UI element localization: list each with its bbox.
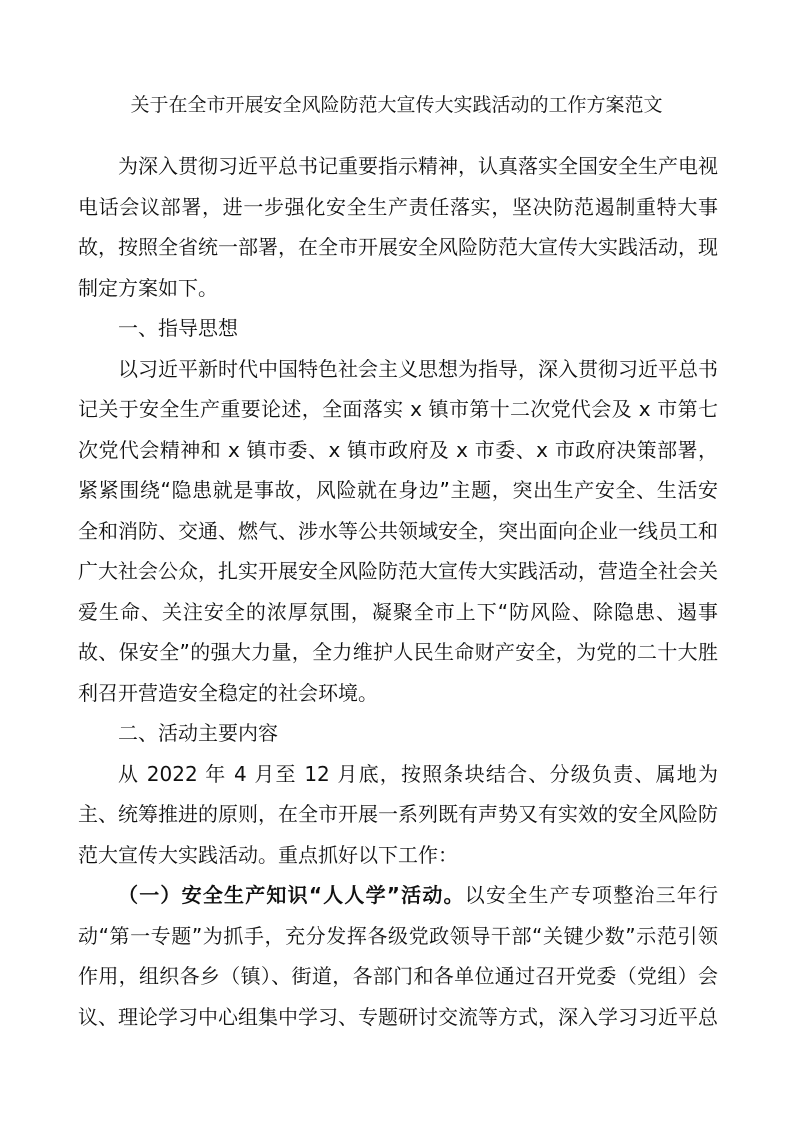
item-1-body: 以安全生产专项整治三年行动“第一专题”为抓手，充分发挥各级党政领导干部“关键少数”示范引领作用，组织各乡（镇）、街道，各部门和各单位通过召开党委（党组）会议、理论学习中心组集中学习、专题研讨交流等方式，深入学习习近平总 (78, 883, 719, 1029)
guiding-ideology-paragraph: 以习近平新时代中国特色社会主义思想为指导，深入贯彻习近平总书记关于安全生产重要论述，全面落实 x 镇市第十二次党代会及 x 市第七次党代会精神和 x 镇市委、x 镇市政府及 x 市委、x 市政府决策部署，紧紧围绕“隐患就是事故，风险就在身边”主题，突出生产安全、生活安全和消防、交通、燃气、涉水等公共领域安全，突出面向企业一线员工和广大社会公众，扎实开展安全风险防范大宣传大实践活动，营造全社会关爱生命、关注安全的浓厚氛围，凝聚全市上下“防风险、除隐患、遏事故、保安全”的强大力量，全力维护人民生命财产安全，为党的二十大胜利召开营造安全稳定的社会环境。 (78, 356, 718, 705)
section-heading-main-activities: 二、活动主要内容 (118, 721, 278, 745)
main-activities-paragraph: 从 2022 年 4 月至 12 月底，按照条块结合、分级负责、属地为主、统筹推进的原则，在全市开展一系列既有声势又有实效的安全风险防范大宣传大实践活动。重点抓好以下工作： (78, 761, 718, 867)
document-title: 关于在全市开展安全风险防范大宣传大实践活动的工作方案范文 (130, 94, 663, 116)
document-body (78, 146, 718, 1037)
item-1-paragraph (78, 875, 718, 1037)
intro-paragraph: 为深入贯彻习近平总书记重要指示精神，认真落实全国安全生产电视电话会议部署，进一步强化安全生产责任落实，坚决防范遏制重特大事故，按照全省统一部署，在全市开展安全风险防范大宣传大实践活动，现制定方案如下。 (78, 154, 718, 300)
section-heading-guiding-ideology: 一、指导思想 (118, 316, 238, 340)
item-1-lead: （一）安全生产知识“人人学”活动。 (118, 883, 465, 907)
